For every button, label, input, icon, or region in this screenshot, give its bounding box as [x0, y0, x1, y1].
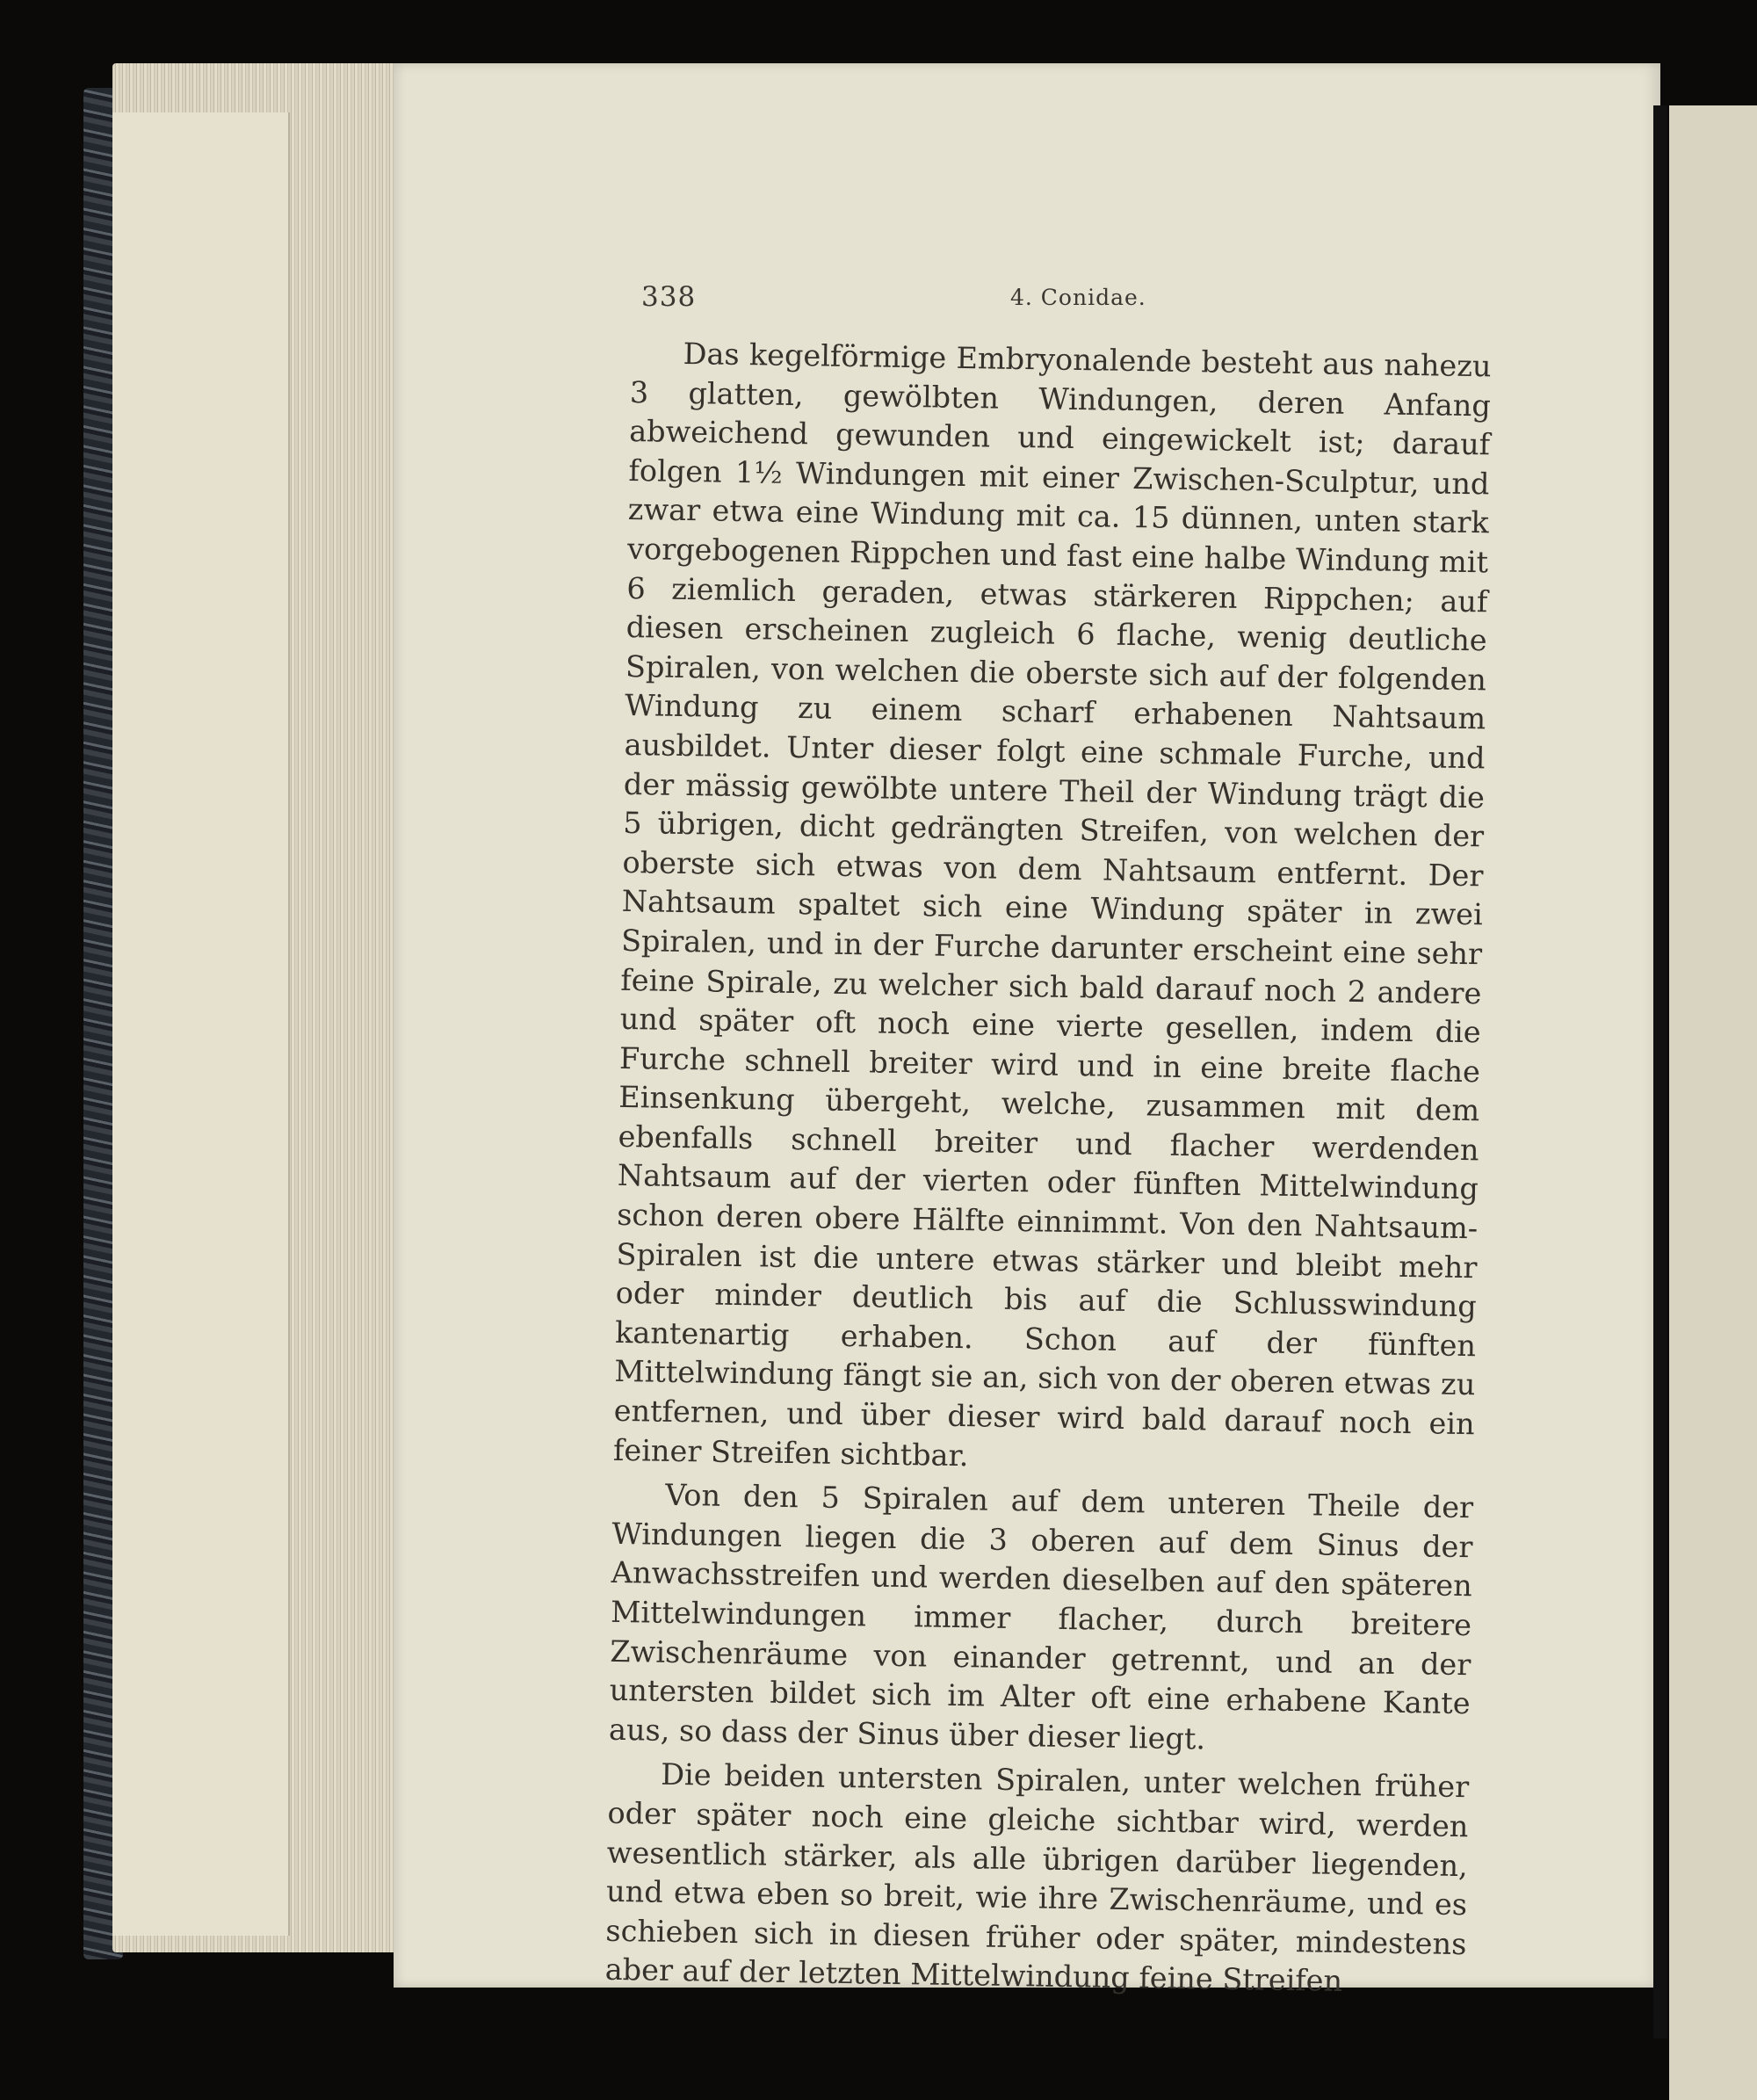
paragraph: Von den 5 Spiralen auf dem unteren Theile der Windungen liegen die 3 oberen auf dem Sinus der Anwachsstreifen und werden dieselben auf den späteren Mittelwindungen immer flacher, durch breitere Zwischenräume von einander getrennt, und an der untersten bildet sich im Alter oft eine erhabene Kante aus, so dass der Sinus über dieser liegt. — [608, 1478, 1474, 1756]
page-header — [641, 281, 1520, 316]
page-stack-face — [112, 112, 290, 1936]
book-gutter — [1653, 105, 1667, 2038]
body-text — [604, 334, 1491, 2003]
paragraph: Das kegelförmige Embryonalende besteht aus nahezu 3 glatten, gewölbten Windungen, deren Anfang abweichend gewunden und eingewickelt ist; darauf folgen 1½ Windungen mit einer Zwischen-Sculptur, und zwar etwa eine Windung mit ca. 15 dünnen, unten stark vorgebogenen Rippchen und fast eine halbe Windung mit 6 ziemlich geraden, etwas stärkeren Rippchen; auf diesen erscheinen zugleich 6 flache, wenig deutliche Spiralen, von welchen die oberste sich auf der folgenden Windung zu einem scharf erhabenen Nahtsaum ausbildet. Unter dieser folgt eine schmale Furche, und der mässig gewölbte untere Theil der Windung trägt die 5 übrigen, dicht gedrängten Streifen, von welchen der oberste sich etwas von dem Nahtsaum entfernt. Der Nahtsaum spaltet sich eine Windung später in zwei Spiralen, und in der Furche darunter erscheint eine sehr feine Spirale, zu welcher sich bald darauf noch 2 andere und später oft noch eine vierte gesellen, indem die Furche schnell breiter wird und in eine breite flache Einsenkung übergeht, welche, zusammen mit dem ebenfalls schnell breiter und flacher werdenden Nahtsaum auf der vierten oder fünften Mittelwindung schon deren obere Hälfte einnimmt. Von den Nahtsaum-Spiralen ist die untere etwas stärker und bleibt mehr oder minder deutlich bis auf die Schlusswindung kantenartig erhaben. Schon auf der fünften Mittelwindung fängt sie an, sich von der oberen etwas zu entfernen, und über dieser wird bald darauf noch ein feiner Streifen sichtbar. — [612, 336, 1492, 1473]
facing-page-edge — [1669, 105, 1757, 2100]
paragraph: Die beiden untersten Spiralen, unter welchen früher oder später noch eine gleiche sichtbar wird, werden wesentlich stärker, als alle übrigen darüber liegenden, und etwa eben so breit, wie ihre Zwischenräume, und es schieben sich in diesen früher oder später, mindestens aber auf der letzten Mittelwindung feine Streifen — [604, 1757, 1470, 1999]
running-head: 4. Conidae. — [1010, 285, 1146, 310]
page-number: 338 — [641, 281, 697, 313]
